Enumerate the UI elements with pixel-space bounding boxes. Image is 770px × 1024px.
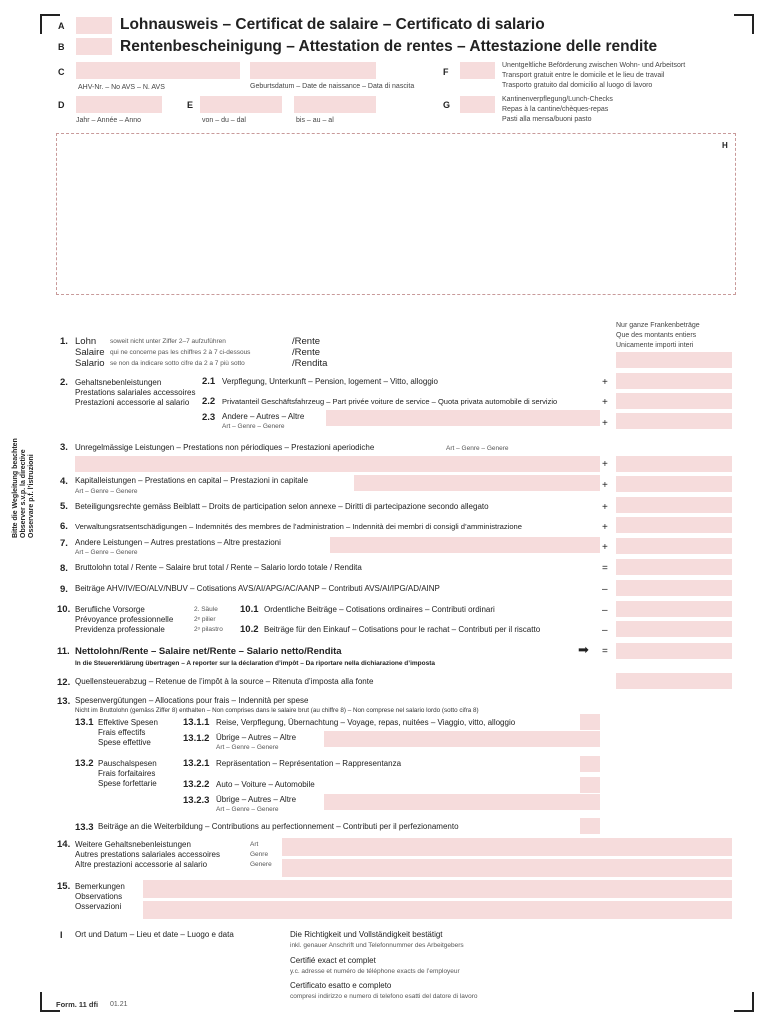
- side-note-2: Observer s.v.p. la directive: [20, 449, 27, 538]
- amount-2-2[interactable]: [616, 393, 732, 409]
- confirm-3-sub: compresi indirizzo e numero di telefono esatti del datore di lavoro: [290, 993, 478, 1000]
- row-6-text: Verwaltungsratsentschädigungen – Indemnités des membres de l’administration – Indennità dei membri di consigli d’amministrazione: [75, 522, 523, 531]
- row-2-2-symbol: +: [602, 397, 608, 408]
- label-h: H: [722, 141, 728, 150]
- row-13-2-2-text: Auto – Voiture – Automobile: [216, 780, 315, 789]
- label-c: C: [58, 67, 65, 77]
- row-14-line-1: Weitere Gehaltsnebenleistungen: [75, 840, 191, 849]
- side-note-1: Bitte die Wegleitung beachten: [12, 438, 19, 538]
- row-8-text: Bruttolohn total / Rente – Salaire brut total / Rente – Salario lordo totale / Rendita: [75, 563, 362, 572]
- row-2-2-text: Privatanteil Geschäftsfahrzeug – Part privée voiture de service – Quota privata automobile di servizio: [222, 397, 558, 406]
- row-14-field-2[interactable]: [282, 859, 732, 877]
- ahv-number-field[interactable]: [76, 62, 240, 79]
- amount-10-2[interactable]: [616, 621, 732, 637]
- title-a: Lohnausweis – Certificat de salaire – Certificato di salario: [120, 16, 545, 33]
- arrow-right-icon: ➡: [578, 642, 589, 657]
- row-14-line-2: Autres prestations salariales accessoires: [75, 850, 220, 859]
- row-5-text: Beteiligungsrechte gemäss Beiblatt – Droits de participation selon annexe – Diritti di partecipazione secondo allegato: [75, 502, 489, 511]
- amount-4[interactable]: [616, 476, 732, 492]
- row-1-line-1-note: soweit nicht unter Ziffer 2–7 aufzuführen: [110, 338, 226, 345]
- birthdate-label: Geburtsdatum – Date de naissance – Data di nascita: [250, 83, 415, 90]
- row-15-line-3: Osservazioni: [75, 902, 122, 911]
- row-10-line-3: Previdenza professionale: [75, 625, 165, 634]
- label-b: B: [58, 42, 65, 52]
- amount-note-3: Unicamente importi interi: [616, 342, 694, 349]
- row-14-kind-2: Genre: [250, 851, 269, 858]
- confirm-1: Die Richtigkeit und Vollständigkeit bestätigt: [290, 930, 443, 939]
- row-9-symbol: –: [602, 584, 608, 595]
- f-line-1: Unentgeltliche Beförderung zwischen Wohn- und Arbeitsort: [502, 62, 686, 69]
- amount-2-1[interactable]: [616, 373, 732, 389]
- corner-mark-top-left: [40, 14, 60, 34]
- row-13-2-line-3: Spese forfettarie: [98, 779, 157, 788]
- row-3-number: 3.: [60, 442, 68, 453]
- row-4-kind-field[interactable]: [354, 475, 600, 491]
- row-10-2-symbol: –: [602, 625, 608, 636]
- row-2-1-text: Verpflegung, Unterkunft – Pension, logement – Vitto, alloggio: [222, 377, 438, 386]
- row-14-line-3: Altre prestazioni accessorie al salario: [75, 860, 208, 869]
- row-2-3-text: Andere – Autres – Altre: [222, 412, 305, 421]
- row-13-1-line-2: Frais effectifs: [98, 728, 146, 737]
- row-10-1-symbol: –: [602, 605, 608, 616]
- to-date-field[interactable]: [294, 96, 376, 113]
- amount-10-1[interactable]: [616, 601, 732, 617]
- row-14-number: 14.: [57, 839, 71, 850]
- row-10-2-number: 10.2: [240, 624, 259, 635]
- amount-13-1-1[interactable]: [580, 714, 600, 730]
- amount-13-3[interactable]: [580, 818, 600, 834]
- row-13-1-2-kind: Art – Genre – Genere: [216, 744, 279, 751]
- amount-3[interactable]: [616, 456, 732, 472]
- row-1-line-3-rent: /Rendita: [292, 358, 328, 369]
- row-14-kind-1: Art: [250, 841, 259, 848]
- row-1-line-1-rent: /Rente: [292, 336, 320, 347]
- row-6-symbol: +: [602, 522, 608, 533]
- row-13-1-number: 13.1: [75, 717, 94, 728]
- amount-13-2-2[interactable]: [580, 777, 600, 793]
- form-number: Form. 11 dfi: [56, 1000, 99, 1009]
- row-10-1-number: 10.1: [240, 604, 259, 615]
- row-2-2-number: 2.2: [202, 396, 216, 407]
- row-13-2-3-kind: Art – Genre – Genere: [216, 806, 279, 813]
- row-1-line-2-note: qui ne concerne pas les chiffres 2 à 7 ci-dessous: [110, 349, 251, 356]
- row-2-line-1: Gehaltsnebenleistungen: [75, 378, 162, 387]
- row-13-2-3-number: 13.2.3: [183, 795, 210, 806]
- row-9-number: 9.: [60, 584, 68, 595]
- row-13-text: Spesenvergütungen – Allocations pour frais – Indennità per spese: [75, 696, 309, 705]
- row-1-line-1: Lohn: [75, 336, 97, 347]
- amount-1[interactable]: [616, 352, 732, 368]
- row-2-line-3: Prestazioni accessorie al salario: [75, 398, 190, 407]
- label-i: I: [60, 930, 63, 940]
- row-4-symbol: +: [602, 480, 608, 491]
- checkbox-f[interactable]: [460, 62, 495, 79]
- birthdate-field[interactable]: [250, 62, 376, 79]
- remarks-field-2[interactable]: [143, 901, 732, 919]
- row-13-1-line-3: Spese effettive: [98, 738, 151, 747]
- row-9-text: Beiträge AHV/IV/EO/ALV/NBUV – Cotisations AVS/AI/APG/AC/AANP – Contributi AVS/AI/IPG/AD/AINP: [75, 584, 440, 593]
- row-10-line-1: Berufliche Vorsorge: [75, 605, 145, 614]
- row-11-text: Nettolohn/Rente – Salaire net/Rente – Salario netto/Rendita: [75, 646, 342, 657]
- row-3-symbol: +: [602, 459, 608, 470]
- amount-13-2-1[interactable]: [580, 756, 600, 772]
- row-13-1-2-number: 13.1.2: [183, 733, 210, 744]
- checkbox-g[interactable]: [460, 96, 495, 113]
- row-7-number: 7.: [60, 538, 68, 549]
- row-5-symbol: +: [602, 502, 608, 513]
- label-g: G: [443, 100, 451, 110]
- to-label: bis – au – al: [296, 117, 334, 124]
- form-version: 01.21: [110, 1001, 128, 1008]
- row-13-1-line-1: Effektive Spesen: [98, 718, 158, 727]
- row-2-line-2: Prestations salariales accessoires: [75, 388, 196, 397]
- row-12-text: Quellensteuerabzug – Retenue de l’impôt à la source – Ritenuta d’imposta alla fonte: [75, 677, 374, 686]
- row-13-2-line-1: Pauschalspesen: [98, 759, 157, 768]
- row-7-text: Andere Leistungen – Autres prestations – Altre prestazioni: [75, 538, 281, 547]
- corner-mark-top-right: [734, 14, 754, 34]
- row-13-2-line-2: Frais forfaitaires: [98, 769, 156, 778]
- checkbox-a[interactable]: [76, 17, 112, 34]
- side-note: [12, 418, 48, 538]
- row-10-2-text: Beiträge für den Einkauf – Cotisations pour le rachat – Contributi per il riscatto: [264, 625, 541, 634]
- row-15-line-2: Observations: [75, 892, 123, 901]
- row-2-3-number: 2.3: [202, 412, 216, 423]
- row-10-pillar-2: 2ᵉ pilier: [194, 616, 216, 623]
- year-label: Jahr – Année – Anno: [76, 117, 141, 124]
- row-2-1-number: 2.1: [202, 376, 216, 387]
- employee-address-box[interactable]: [56, 133, 736, 295]
- row-1-line-3: Salario: [75, 358, 105, 369]
- row-10-1-text: Ordentliche Beiträge – Cotisations ordinaires – Contributi ordinari: [264, 605, 495, 614]
- label-a: A: [58, 21, 65, 31]
- corner-mark-bottom-right: [734, 992, 754, 1012]
- from-date-field[interactable]: [200, 96, 282, 113]
- row-13-2-1-number: 13.2.1: [183, 758, 210, 769]
- amount-13-1-2[interactable]: [324, 731, 600, 747]
- row-14-field-1[interactable]: [282, 838, 732, 856]
- row-2-1-symbol: +: [602, 377, 608, 388]
- place-date-label: Ort und Datum – Lieu et date – Luogo e data: [75, 930, 234, 939]
- confirm-2: Certifié exact et complet: [290, 956, 376, 965]
- row-13-1-1-number: 13.1.1: [183, 717, 210, 728]
- row-7-kind-field[interactable]: [330, 537, 600, 553]
- row-7-kind: Art – Genre – Genere: [75, 549, 138, 556]
- year-field[interactable]: [76, 96, 162, 113]
- g-line-2: Repas à la cantine/chèques-repas: [502, 106, 609, 113]
- row-14-kind-3: Genere: [250, 861, 272, 868]
- row-13-note: Nicht im Bruttolohn (gemäss Ziffer 8) enthalten – Non comprises dans le salaire brut (au chiffre 8) – Non comprese nel salario lordo (sotto cifra 8): [75, 707, 479, 714]
- row-10-line-2: Prévoyance professionnelle: [75, 615, 174, 624]
- amount-2-3[interactable]: [616, 413, 732, 429]
- row-13-number: 13.: [57, 696, 71, 707]
- row-13-2-number: 13.2: [75, 758, 94, 769]
- row-2-number: 2.: [60, 377, 68, 388]
- row-1-number: 1.: [60, 336, 68, 347]
- row-6-number: 6.: [60, 521, 68, 532]
- row-3-kind-field[interactable]: [75, 456, 600, 472]
- row-11-number: 11.: [57, 646, 70, 657]
- row-4-number: 4.: [60, 476, 68, 487]
- row-8-number: 8.: [60, 563, 68, 574]
- amount-12[interactable]: [616, 673, 732, 689]
- row-1-line-3-note: se non da indicare sotto cifre da 2 a 7 più sotto: [110, 360, 245, 367]
- row-10-pillar-3: 2ᵒ pilastro: [194, 626, 223, 633]
- from-label: von – du – dal: [202, 117, 246, 124]
- label-f: F: [443, 67, 449, 77]
- amount-note-1: Nur ganze Frankenbeträge: [616, 322, 700, 329]
- row-2-3-kind-field[interactable]: [326, 410, 600, 426]
- label-e: E: [187, 100, 194, 110]
- amount-8[interactable]: [616, 559, 732, 575]
- row-13-1-1-text: Reise, Verpflegung, Übernachtung – Voyage, repas, nuitées – Viaggio, vitto, alloggio: [216, 718, 516, 727]
- row-4-text: Kapitalleistungen – Prestations en capital – Prestazioni in capitale: [75, 476, 309, 485]
- amount-6[interactable]: [616, 517, 732, 533]
- row-3-kind: Art – Genre – Genere: [446, 445, 509, 452]
- row-13-3-number: 13.3: [75, 822, 94, 833]
- f-line-2: Transport gratuit entre le domicile et le lieu de travail: [502, 72, 665, 79]
- row-10-pillar-1: 2. Säule: [194, 606, 218, 613]
- row-13-1-2-text: Übrige – Autres – Altre: [216, 733, 297, 742]
- ahv-label: AHV-Nr. – No AVS – N. AVS: [78, 84, 165, 91]
- confirm-2-sub: y.c. adresse et numéro de téléphone exacts de l’employeur: [290, 968, 460, 975]
- checkbox-b[interactable]: [76, 38, 112, 55]
- row-13-2-2-number: 13.2.2: [183, 779, 210, 790]
- remarks-field-1[interactable]: [143, 880, 732, 898]
- confirm-3: Certificato esatto e completo: [290, 981, 392, 990]
- row-2-3-kind: Art – Genre – Genere: [222, 423, 285, 430]
- label-d: D: [58, 100, 65, 110]
- row-4-kind: Art – Genre – Genere: [75, 488, 138, 495]
- row-1-line-2-rent: /Rente: [292, 347, 320, 358]
- amount-13-2-3[interactable]: [324, 794, 600, 810]
- row-13-2-1-text: Repräsentation – Représentation – Rappresentanza: [216, 759, 402, 768]
- row-1-line-2: Salaire: [75, 347, 105, 358]
- g-line-1: Kantinenverpflegung/Lunch-Checks: [502, 96, 613, 103]
- row-12-number: 12.: [57, 677, 71, 688]
- row-3-text: Unregelmässige Leistungen – Prestations non périodiques – Prestazioni aperiodiche: [75, 443, 375, 452]
- row-15-number: 15.: [57, 881, 71, 892]
- amount-note-2: Que des montants entiers: [616, 332, 697, 339]
- title-b: Rentenbescheinigung – Attestation de rentes – Attestazione delle rendite: [120, 38, 658, 55]
- row-11-note: In die Steuererklärung übertragen – A reporter sur la déclaration d’impôt – Da riportare nella dichiarazione d’imposta: [75, 660, 435, 667]
- row-5-number: 5.: [60, 501, 68, 512]
- row-15-line-1: Bemerkungen: [75, 882, 125, 891]
- amount-9[interactable]: [616, 580, 732, 596]
- row-13-3-text: Beiträge an die Weiterbildung – Contributions au perfectionnement – Contributi per il perfezionamento: [98, 822, 459, 831]
- amount-7[interactable]: [616, 538, 732, 554]
- row-11-symbol: =: [602, 646, 608, 657]
- amount-5[interactable]: [616, 497, 732, 513]
- row-13-2-3-text: Übrige – Autres – Altre: [216, 795, 297, 804]
- g-line-3: Pasti alla mensa/buoni pasto: [502, 116, 592, 123]
- row-8-symbol: =: [602, 563, 608, 574]
- side-note-3: Osservare p.f. l’istruzioni: [28, 454, 35, 538]
- row-7-symbol: +: [602, 542, 608, 553]
- row-10-number: 10.: [57, 604, 71, 615]
- row-2-3-symbol: +: [602, 418, 608, 429]
- f-line-3: Trasporto gratuito dal domicilio al luogo di lavoro: [502, 82, 653, 89]
- amount-11[interactable]: [616, 643, 732, 659]
- confirm-1-sub: inkl. genauer Anschrift und Telefonnummer des Arbeitgebers: [290, 942, 464, 949]
